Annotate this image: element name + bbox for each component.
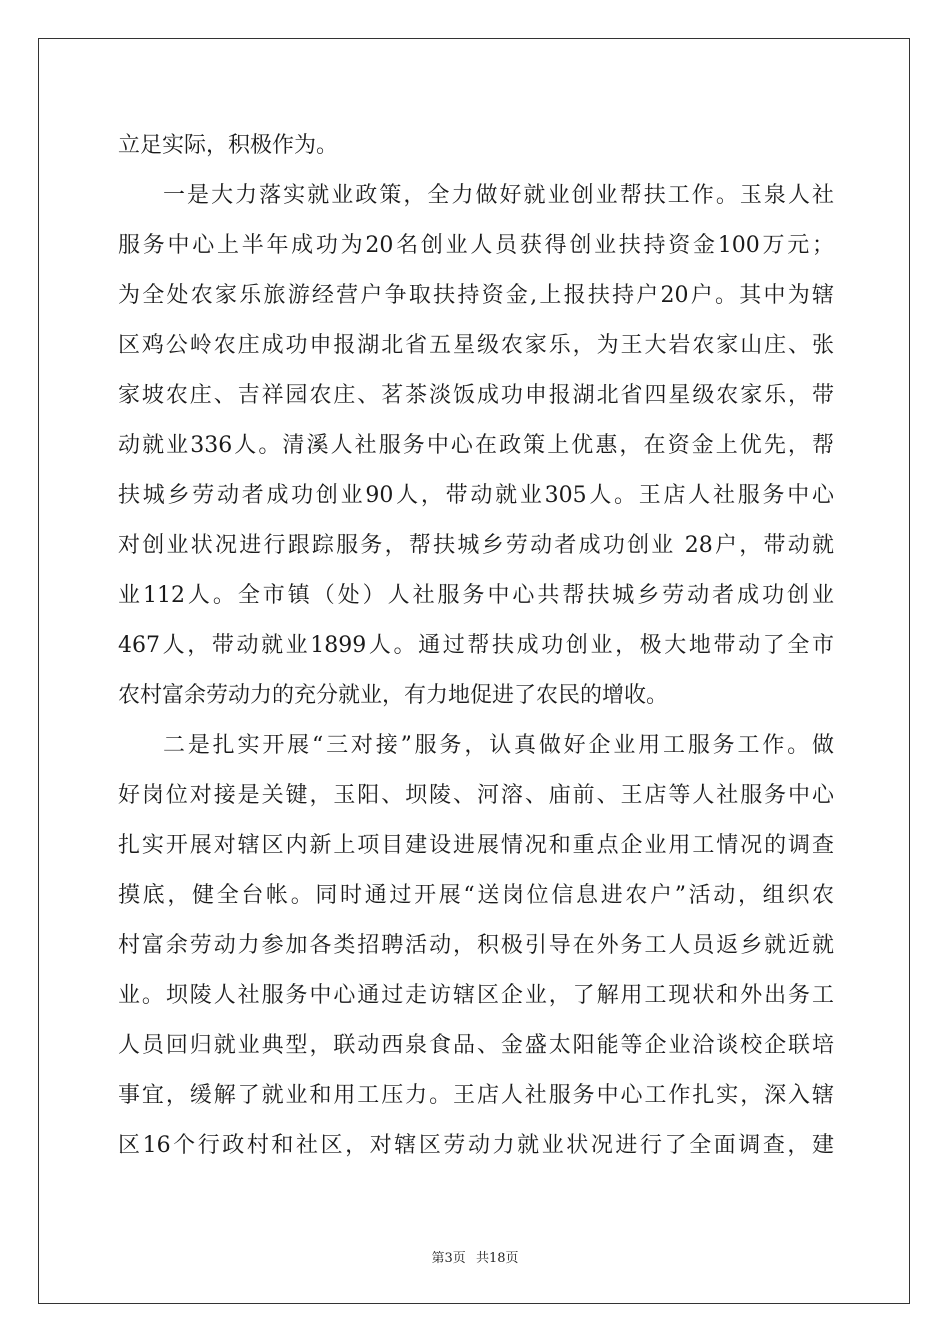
- text-line: 服务中心上半年成功为20名创业人员获得创业扶持资金100万元；: [118, 233, 834, 258]
- text-line: 人员回归就业典型，联动西泉食品、金盛太阳能等企业洽谈校企联培: [118, 1033, 834, 1058]
- text-line: 立足实际，积极作为。: [118, 133, 339, 158]
- text-line: 好岗位对接是关键，玉阳、坝陵、河溶、庙前、王店等人社服务中心: [118, 783, 834, 808]
- text-line: 467人，带动就业1899人。通过帮扶成功创业，极大地带动了全市: [118, 633, 834, 658]
- text-line: 区16个行政村和社区，对辖区劳动力就业状况进行了全面调查，建: [118, 1133, 834, 1158]
- page-number-current: 第3页: [431, 1251, 466, 1266]
- page-number-total: 共18页: [475, 1251, 519, 1266]
- document-body: [118, 131, 834, 1181]
- text-line: 扶城乡劳动者成功创业90人，带动就业305人。王店人社服务中心: [118, 483, 834, 508]
- text-line: 一是大力落实就业政策，全力做好就业创业帮扶工作。玉泉人社: [163, 183, 834, 208]
- text-line: 家坡农庄、吉祥园农庄、茗茶淡饭成功申报湖北省四星级农家乐，带: [118, 383, 834, 408]
- text-line: 农村富余劳动力的充分就业，有力地促进了农民的增收。: [118, 683, 669, 708]
- text-line: 对创业状况进行跟踪服务，帮扶城乡劳动者成功创业 28户，带动就: [118, 533, 834, 558]
- text-line: 业。坝陵人社服务中心通过走访辖区企业，了解用工现状和外出务工: [118, 983, 834, 1008]
- text-line: 扎实开展对辖区内新上项目建设进展情况和重点企业用工情况的调查: [118, 833, 834, 858]
- text-line: 动就业336人。清溪人社服务中心在政策上优惠，在资金上优先，帮: [118, 433, 834, 458]
- page-footer: [0, 1247, 950, 1266]
- text-line: 二是扎实开展“三对接”服务，认真做好企业用工服务工作。做: [163, 733, 834, 758]
- text-line: 区鸡公岭农庄成功申报湖北省五星级农家乐，为王大岩农家山庄、张: [118, 333, 834, 358]
- text-line: 村富余劳动力参加各类招聘活动，积极引导在外务工人员返乡就近就: [118, 933, 834, 958]
- text-line: 摸底，健全台帐。同时通过开展“送岗位信息进农户”活动，组织农: [118, 883, 834, 908]
- text-line: 为全处农家乐旅游经营户争取扶持资金,上报扶持户20户。其中为辖: [118, 283, 834, 308]
- text-line: 业112人。全市镇（处）人社服务中心共帮扶城乡劳动者成功创业: [118, 583, 834, 608]
- text-line: 事宜，缓解了就业和用工压力。王店人社服务中心工作扎实，深入辖: [118, 1083, 834, 1108]
